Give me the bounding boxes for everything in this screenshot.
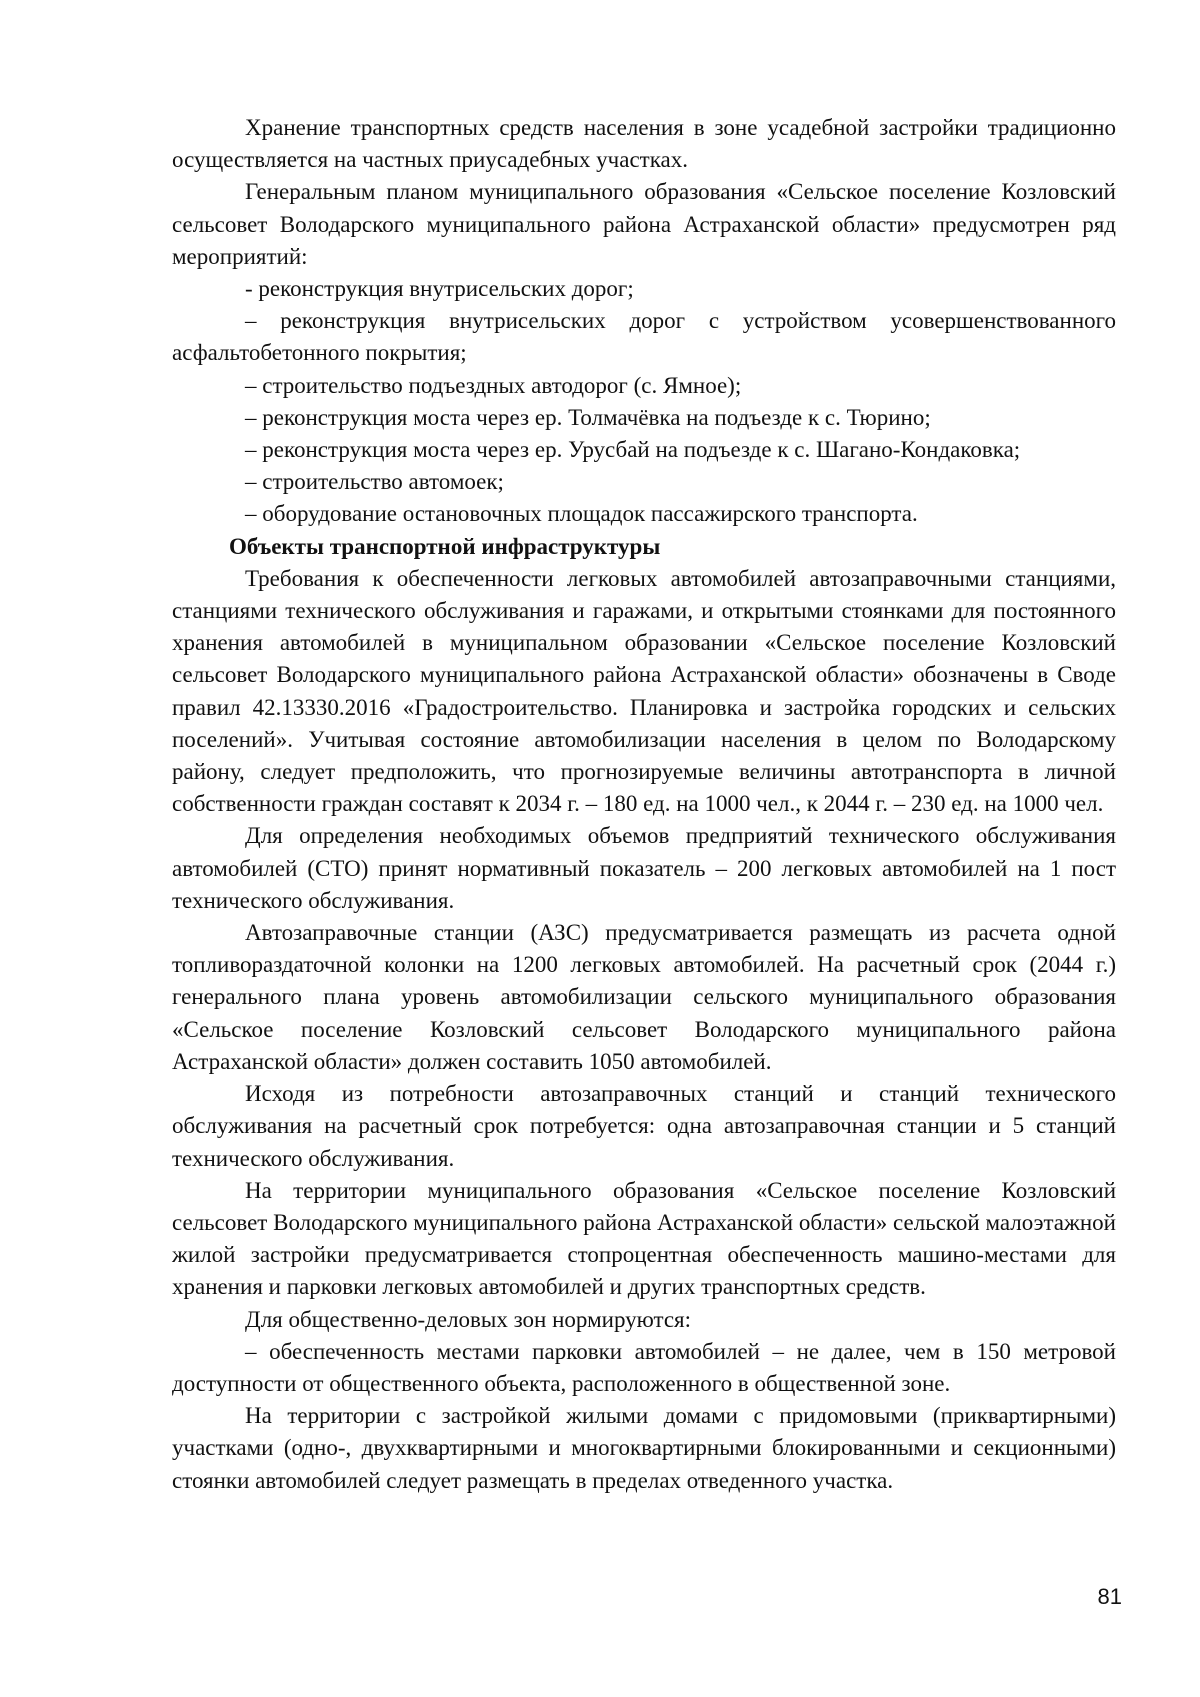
- list-item-bridge-tolmachevka: – реконструкция моста через ер. Толмачёвка на подъезде к с. Тюрино;: [245, 404, 931, 430]
- list-item-road-reconstruction: - реконструкция внутрисельских дорог;: [245, 276, 634, 302]
- list-item-bus-stops: – оборудование остановочных площадок пассажирского транспорта.: [245, 501, 918, 527]
- paragraph-vehicle-storage: Хранение транспортных средств населения в зоне усадебной застройки традиционно осуществляется на частных приусадебных участках.: [172, 115, 1116, 173]
- list-item-access-roads: – строительство подъездных автодорог (с. Ямное);: [245, 372, 742, 398]
- document-body: [172, 112, 1116, 1497]
- paragraph-service-stations: Для определения необходимых объемов предприятий технического обслуживания автомобилей (СТО) принят нормативный показатель – 200 легковых автомобилей на 1 пост технического обслуживания.: [172, 823, 1116, 913]
- paragraph-residential-parking: На территории с застройкой жилыми домами с придомовыми (приквартирными) участками (одно-, двухквартирными и многоквартирными блокированными и секционными) стоянки автомобилей следует размещать в пределах отведенного участка.: [172, 1403, 1116, 1493]
- section-heading: Объекты транспортной инфраструктуры: [229, 533, 661, 559]
- page-number: 81: [1097, 1584, 1122, 1609]
- paragraph-parking-provision: На территории муниципального образования «Сельское поселение Козловский сельсовет Володарского муниципального района Астраханской области» сельской малоэтажной жилой застройки предусматривается стопроцентная обеспеченность машино-местами для хранения и парковки легковых автомобилей и других транспортных средств.: [172, 1177, 1116, 1300]
- list-item-road-asphalt: – реконструкция внутрисельских дорог с устройством усовершенствованного асфальтобетонного покрытия;: [172, 308, 1116, 366]
- paragraph-general-plan: Генеральным планом муниципального образования «Сельское поселение Козловский сельсовет Володарского муниципального района Астраханской области» предусмотрен ряд мероприятий:: [172, 179, 1116, 269]
- paragraph-fuel-stations: Автозаправочные станции (АЗС) предусматривается размещать из расчета одной топливораздаточной колонки на 1200 легковых автомобилей. На расчетный срок (2044 г.) генерального плана уровень автомобилизации сельского муниципального образования «Сельское поселение Козловский сельсовет Володарского муниципального района Астраханской области» должен составить 1050 автомобилей.: [172, 920, 1116, 1074]
- list-item-bridge-urusbai: – реконструкция моста через ер. Урусбай на подъезде к с. Шагано-Кондаковка;: [245, 437, 1021, 463]
- list-item-parking-distance: – обеспеченность местами парковки автомобилей – не далее, чем в 150 метровой доступности от общественного объекта, расположенного в общественной зоне.: [172, 1338, 1116, 1396]
- paragraph-demand: Исходя из потребности автозаправочных станций и станций технического обслуживания на расчетный срок потребуется: одна автозаправочная станции и 5 станций технического обслуживания.: [172, 1081, 1116, 1171]
- paragraph-business-zones: Для общественно-деловых зон нормируются:: [245, 1306, 692, 1332]
- paragraph-requirements: Требования к обеспеченности легковых автомобилей автозаправочными станциями, станциями технического обслуживания и гаражами, и открытыми стоянками для постоянного хранения автомобилей в муниципальном образовании «Сельское поселение Козловский сельсовет Володарского муниципального района Астраханской области» обозначены в Своде правил 42.13330.2016 «Градостроительство. Планировка и застройка городских и сельских поселений». Учитывая состояние автомобилизации населения в целом по Володарскому району, следует предположить, что прогнозируемые величины автотранспорта в личной собственности граждан составят к 2034 г. – 180 ед. на 1000 чел., к 2044 г. – 230 ед. на 1000 чел.: [172, 565, 1116, 817]
- list-item-car-washes: – строительство автомоек;: [245, 469, 504, 495]
